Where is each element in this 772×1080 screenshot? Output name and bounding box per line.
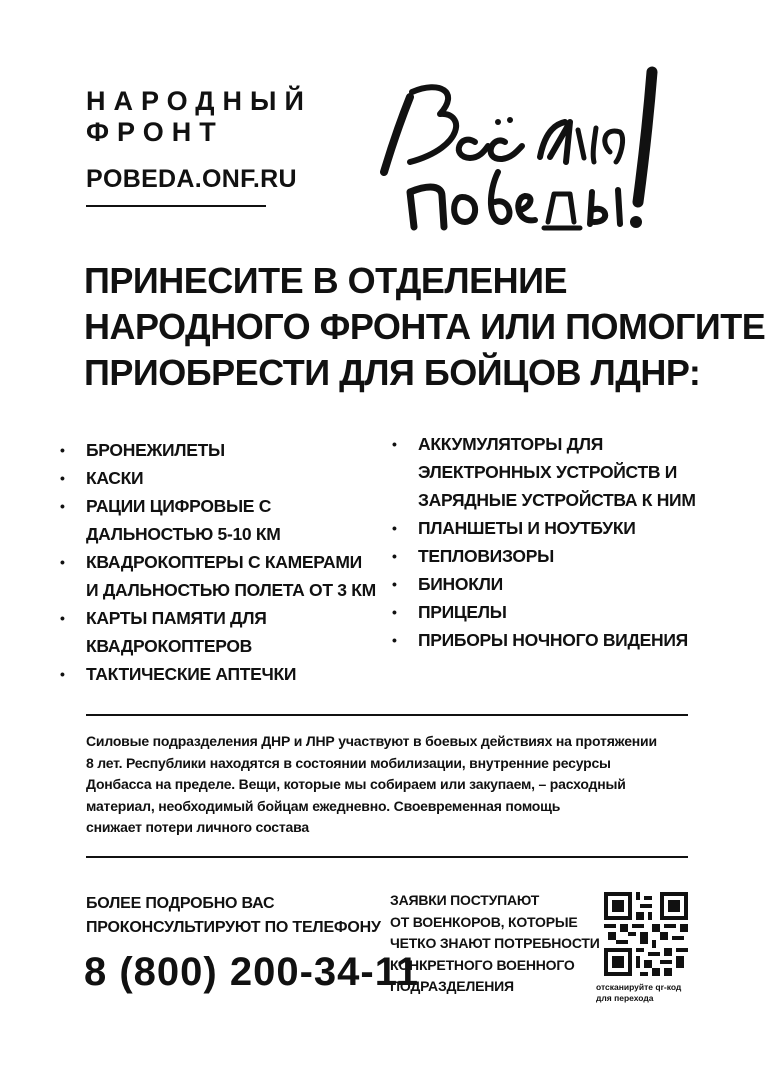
org-name-line1: НАРОДНЫЙ — [86, 86, 312, 116]
list-item-text: • ПРИБОРЫ НОЧНОГО ВИДЕНИЯ — [418, 630, 688, 650]
list-item — [392, 570, 732, 598]
list-item — [392, 542, 732, 570]
list-item-text: • АККУМУЛЯТОРЫ ДЛЯ — [418, 434, 604, 454]
requests-text — [390, 890, 600, 998]
info-line: материал, необходимый бойцам ежедневно. Своевременная помощь — [86, 797, 561, 814]
phone-number[interactable]: 8 (800) 200-34-11 — [84, 950, 420, 994]
requests-line: ЗАЯВКИ ПОСТУПАЮТ — [390, 892, 540, 908]
site-url-underline — [86, 205, 266, 207]
list-item — [60, 464, 380, 492]
slogan-handwritten — [370, 62, 670, 242]
info-line: Силовые подразделения ДНР и ЛНР участвуют в боевых действиях на протяжении — [86, 733, 657, 749]
list-item — [392, 514, 732, 542]
list-item-text: И ДАЛЬНОСТЬЮ ПОЛЕТА ОТ 3 КМ — [86, 580, 376, 600]
list-item — [60, 660, 380, 688]
requests-line: ЧЕТКО ЗНАЮТ ПОТРЕБНОСТИ — [390, 935, 600, 951]
list-item-text: • БИНОКЛИ — [418, 574, 503, 594]
list-item-text: • ПЛАНШЕТЫ И НОУТБУКИ — [418, 518, 636, 538]
list-item-text: • КАСКИ — [86, 468, 144, 488]
list-item-text: ЗАРЯДНЫЕ УСТРОЙСТВА К НИМ — [418, 490, 696, 510]
consult-text — [86, 892, 386, 940]
headline-line3: ПРИОБРЕСТИ ДЛЯ БОЙЦОВ ЛДНР: — [84, 352, 701, 393]
items-list-left — [60, 436, 380, 688]
list-item — [392, 598, 732, 626]
org-name-line2: ФРОНТ — [86, 117, 224, 147]
list-item-text: • РАЦИИ ЦИФРОВЫЕ С — [86, 496, 272, 516]
list-item-text: ДАЛЬНОСТЬЮ 5-10 КМ — [86, 524, 281, 544]
list-item — [392, 430, 732, 514]
qr-caption — [596, 982, 706, 1004]
qr-caption-line: отсканируйте qr-код — [596, 982, 682, 992]
list-item-text: • ТЕПЛОВИЗОРЫ — [418, 546, 554, 566]
requests-line: КОНКРЕТНОГО ВОЕННОГО — [390, 956, 575, 973]
list-item-text: • КВАДРОКОПТЕРЫ С КАМЕРАМИ — [86, 552, 362, 572]
list-item — [60, 492, 380, 548]
list-item-text: • КАРТЫ ПАМЯТИ ДЛЯ — [86, 608, 267, 628]
divider-bottom — [86, 856, 688, 858]
headline-line1: ПРИНЕСИТЕ В ОТДЕЛЕНИЕ — [84, 260, 568, 301]
qr-caption-line: для перехода — [596, 993, 654, 1003]
list-item — [392, 626, 732, 654]
requests-line: ОТ ВОЕНКОРОВ, КОТОРЫЕ — [390, 913, 578, 930]
divider-top — [86, 714, 688, 716]
org-name — [86, 86, 312, 148]
site-url-link[interactable]: POBEDA.ONF.RU — [86, 165, 297, 193]
qr-code-icon[interactable] — [604, 892, 688, 976]
requests-line: ПОДРАЗДЕЛЕНИЯ — [390, 978, 514, 994]
info-paragraph — [86, 731, 706, 839]
info-line: 8 лет. Республики находятся в состоянии мобилизации, внутренние ресурсы — [86, 754, 611, 771]
list-item-text: • БРОНЕЖИЛЕТЫ — [86, 440, 225, 460]
consult-line: БОЛЕЕ ПОДРОБНО ВАС — [86, 895, 275, 912]
info-line: Донбасса на пределе. Вещи, которые мы собираем или закупаем, – расходный — [86, 776, 626, 792]
list-item — [60, 548, 380, 604]
headline — [84, 258, 766, 396]
info-line: снижает потери личного состава — [86, 819, 309, 835]
headline-line2: НАРОДНОГО ФРОНТА ИЛИ ПОМОГИТЕ — [84, 306, 766, 347]
list-item — [60, 436, 380, 464]
list-item-text: • ПРИЦЕЛЫ — [418, 602, 507, 622]
list-item-text: • ТАКТИЧЕСКИЕ АПТЕЧКИ — [86, 664, 297, 684]
list-item — [60, 604, 380, 660]
list-item-text: ЭЛЕКТРОННЫХ УСТРОЙСТВ И — [418, 462, 678, 482]
consult-line: ПРОКОНСУЛЬТИРУЮТ ПО ТЕЛЕФОНУ — [86, 919, 381, 936]
items-list-right — [392, 430, 732, 654]
list-item-text: КВАДРОКОПТЕРОВ — [86, 636, 252, 656]
